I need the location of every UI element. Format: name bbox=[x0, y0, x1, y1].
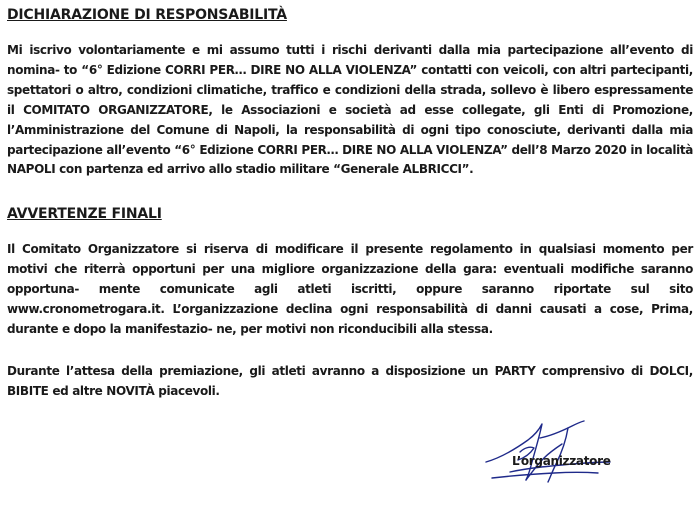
signature-label: L’organizzatore bbox=[512, 454, 611, 468]
paragraph-text: Il Comitato Organizzatore si riserva di modificare il presente regolamento in qualsiasi momento per motivi che riterrà opportuni per una migliore organizzazione della gara: eventuali modifiche saranno opportuna- mente comunicate agli atleti iscritti, oppure saranno riportate sul sito www.cronometrogara.it. L’organizzazione declina ogni responsabilità di danni causati a cose, Prima, durante e dopo la manifestazio- ne, per motivi non riconducibili alla stessa. bbox=[7, 242, 693, 336]
heading-final-warnings: AVVERTENZE FINALI bbox=[7, 206, 162, 222]
signature-ink-icon bbox=[480, 418, 620, 486]
paragraph-responsibility-declaration bbox=[7, 41, 693, 180]
handwritten-signature bbox=[480, 418, 620, 486]
paragraph-party bbox=[7, 362, 693, 402]
heading-responsibility-declaration: DICHIARAZIONE DI RESPONSABILITÀ bbox=[7, 7, 287, 23]
paragraph-text: Mi iscrivo volontariamente e mi assumo tutti i rischi derivanti dalla mia partecipazione all’evento di nomina- to “6° Edizione CORRI PER… DIRE NO ALLA VIOLENZA” contatti con veicoli, con altri partecipanti, spettatori o altro, condizioni climatiche, traffico e condizioni della strada, sollevo è libero espressamente il COMITATO ORGANIZZATORE, le Associazioni e società ad esse collegate, gli Enti di Promozione, l’Amministrazione del Comune di Napoli, la responsabilità di ogni tipo conosciute, derivanti dalla mia partecipazione all’evento “6° Edizione CORRI PER… DIRE NO ALLA VIOLENZA” dell’8 Marzo 2020 in località NAPOLI con partenza ed arrivo allo stadio militare “Generale ALBRICCI”. bbox=[7, 43, 693, 177]
paragraph-text: Durante l’attesa della premiazione, gli atleti avranno a disposizione un PARTY comprensivo di DOLCI, BIBITE ed altre NOVITÀ piacevoli. bbox=[7, 364, 693, 398]
paragraph-final-warnings bbox=[7, 240, 693, 340]
